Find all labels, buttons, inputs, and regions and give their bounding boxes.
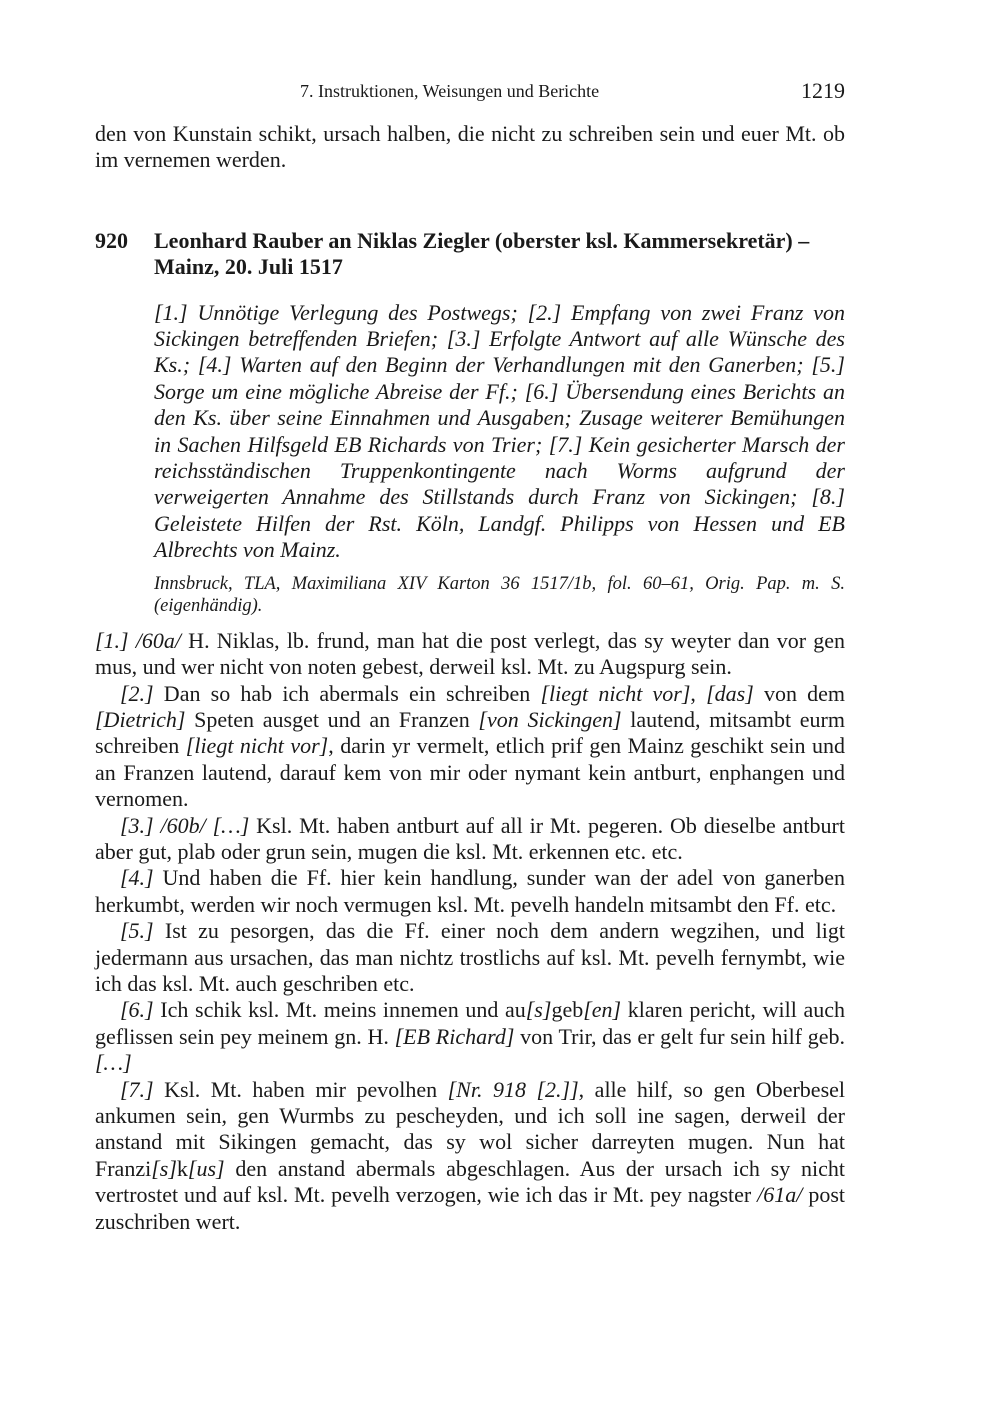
body-paragraph xyxy=(95,681,845,813)
document-heading xyxy=(95,228,845,281)
text-segment: , alle hilf, so gen Oberbesel ankumen sein, gen Wurmbs zu pescheyden, und ich soll ine sagen, derweil der anstand mit Sikingen gemacht, das sy wol sicher darreyten mugen. Nun hat Franzi xyxy=(95,1076,846,1181)
editorial-annotation: [EB Richard] xyxy=(394,1023,515,1049)
text-segment: klaren pericht, will auch geflissen sein pey meinem gn. H. xyxy=(95,997,845,1049)
carryover-text: den von Kunstain schikt, ursach halben, die nicht zu schreiben sein und euer Mt. ob im vernemen werden. xyxy=(95,121,845,173)
body-paragraph xyxy=(95,813,845,866)
text-segment: post zuschriben wert. xyxy=(95,1182,845,1234)
editorial-annotation: [liegt nicht vor] xyxy=(540,680,691,706)
body-paragraph xyxy=(95,997,845,1076)
text-segment: von dem xyxy=(753,680,845,706)
editorial-annotation: [7.] xyxy=(120,1076,154,1102)
editorial-annotation: [en] xyxy=(583,997,622,1023)
text-segment: Dan so hab ich abermals ein schreiben xyxy=(153,680,541,706)
text-segment: Ksl. Mt. haben antburt auf all ir Mt. pegeren. Ob dieselbe antburt aber gut, plab oder grun sein, mugen die ksl. Mt. erkennen etc. etc. xyxy=(95,812,845,864)
text-segment: k xyxy=(176,1155,188,1181)
editorial-annotation: [2.] xyxy=(120,680,154,706)
editorial-annotation: /61a/ xyxy=(757,1182,803,1208)
body-paragraph xyxy=(95,1077,845,1235)
editorial-annotation: [6.] xyxy=(120,997,154,1023)
editorial-annotation: [us] xyxy=(187,1155,225,1181)
source-citation: Innsbruck, TLA, Maximiliana XIV Karton 36 1517/1b, fol. 60–61, Orig. Pap. m. S. (eigenhändig). xyxy=(154,573,845,617)
text-segment: den anstand abermals abgeschlagen. Aus der ursach ich sy nicht vertrostet und auf ksl. Mt. pevelh verzogen, wie ich das ir Mt. pey nagster xyxy=(95,1155,845,1208)
text-segment: geb xyxy=(551,997,584,1023)
body-paragraph xyxy=(95,865,845,918)
editorial-annotation: [4.] xyxy=(120,865,154,891)
page-number: 1219 xyxy=(801,78,845,103)
editorial-annotation: […] xyxy=(95,1050,132,1076)
editorial-annotation: [5.] xyxy=(120,918,154,944)
text-segment: , darin yr vermelt, etlich prif gen Mainz geschikt sein und an Franzen lautend, darauf kem von mir oder nymant kein antburt, enphangen und vernomen. xyxy=(95,733,845,812)
editorial-annotation: [Dietrich] xyxy=(95,706,186,732)
text-segment: Ist zu pesorgen, das die Ff. einer noch dem andern wegzihen, und ligt jedermann aus ursachen, das man nichtz trostlichs auf ksl. Mt. pevelh fernymbt, wie ich das ksl. Mt. auch geschriben etc. xyxy=(95,918,845,996)
editorial-annotation: [Nr. 918 [2.]] xyxy=(447,1076,579,1102)
editorial-annotation: [s] xyxy=(525,997,552,1023)
document-number: 920 xyxy=(95,227,128,253)
text-segment: Ksl. Mt. haben mir pevolhen xyxy=(153,1076,448,1102)
text-segment: , xyxy=(690,680,707,706)
text-segment: Und haben die Ff. hier kein handlung, sunder wan der adel von ganerben herkumbt, werden wir noch vermugen ksl. Mt. pevelh handeln mitsambt den Ff. etc. xyxy=(95,865,845,917)
text-segment: lautend, mitsambt eurm schreiben xyxy=(95,706,845,759)
editorial-annotation: [das] xyxy=(706,680,754,706)
text-segment: Speten ausget und an Franzen xyxy=(185,706,479,732)
editorial-annotation: [1.] /60a/ xyxy=(95,627,182,653)
running-head xyxy=(95,78,845,106)
body-paragraph xyxy=(95,918,845,997)
regest: [1.] Unnötige Verlegung des Postwegs; [2.] Empfang von zwei Franz von Sickingen betreffenden Briefen; [3.] Erfolgte Antwort auf alle Wünsche des Ks.; [4.] Warten auf den Beginn der Verhandlungen mit den Ganerben; [5.] Sorge um eine mögliche Abreise der Ff.; [6.] Übersendung eines Berichts an den Ks. über seine Einnahmen und Ausgaben; Zusage weiterer Bemühungen in Sachen Hilfsgeld EB Richards von Trier; [7.] Kein gesicherter Marsch der reichsständischen Truppenkontingente nach Worms aufgrund der verweigerten Annahme des Stillstands durch Franz von Sickingen; [8.] Geleistete Hilfen der Rst. Köln, Landgf. Philipps von Hessen und EB Albrechts von Mainz. xyxy=(154,299,845,563)
document-title: Leonhard Rauber an Niklas Ziegler (oberster ksl. Kammersekretär) – Mainz, 20. Juli 1517 xyxy=(154,227,810,280)
editorial-annotation: [von Sickingen] xyxy=(478,706,622,732)
page xyxy=(95,78,845,1235)
text-segment: Ich schik ksl. Mt. meins innemen und au xyxy=(153,997,526,1023)
editorial-annotation: [3.] /60b/ […] xyxy=(120,812,250,838)
text-segment: H. Niklas, lb. frund, man hat die post verlegt, das sy weyter dan vor gen mus, und wer nicht von noten gebest, derweil ksl. Mt. zu Augspurg sein. xyxy=(95,627,845,680)
text-segment: von Trir, das er gelt fur sein hilf geb. xyxy=(514,1023,846,1049)
editorial-annotation: [s] xyxy=(151,1155,177,1181)
body-paragraph xyxy=(95,628,845,681)
document-body xyxy=(95,628,845,1235)
running-head-title: 7. Instruktionen, Weisungen und Berichte xyxy=(300,81,600,101)
editorial-annotation: [liegt nicht vor] xyxy=(185,733,329,759)
